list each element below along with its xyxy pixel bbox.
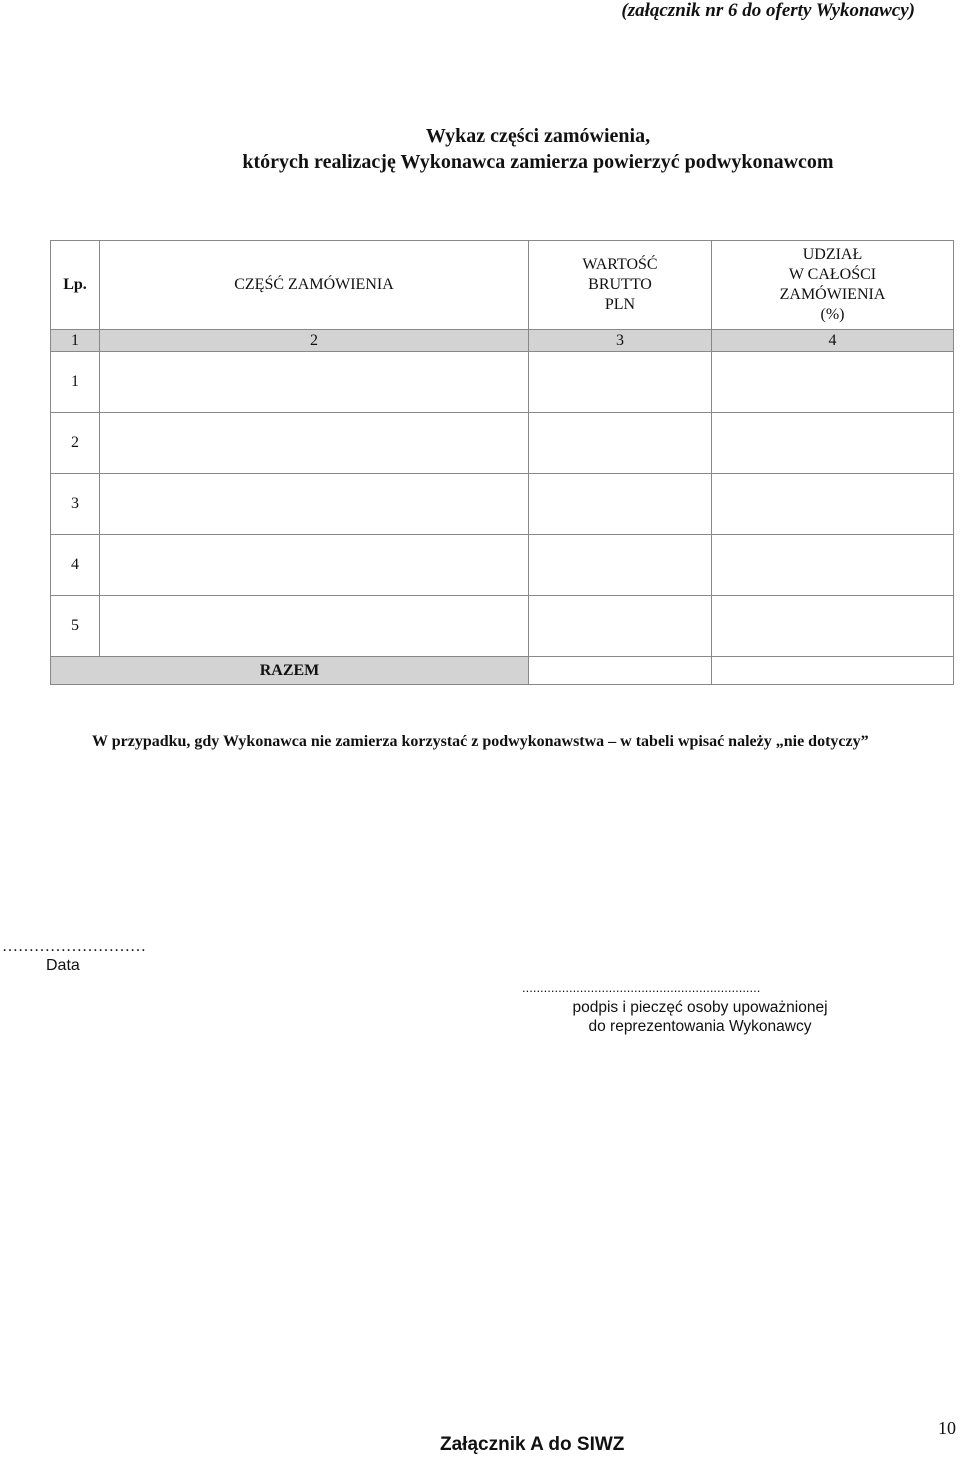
table-row <box>51 596 954 657</box>
row-value-cell[interactable] <box>529 535 712 596</box>
header-value <box>529 241 712 330</box>
header-share-line: ZAMÓWIENIA <box>779 286 886 303</box>
header-lp: Lp. <box>51 241 100 330</box>
row-lp: 1 <box>51 352 100 413</box>
row-part-cell[interactable] <box>100 474 529 535</box>
column-number-row <box>51 330 954 352</box>
document-title-line1: Wykaz części zamówienia, <box>425 125 651 147</box>
row-value-cell[interactable] <box>529 596 712 657</box>
date-dotted-line: ……………………… <box>2 938 146 955</box>
table-header-row <box>51 241 954 330</box>
header-value-line: PLN <box>604 296 636 313</box>
row-lp: 5 <box>51 596 100 657</box>
header-share-line: W CAŁOŚCI <box>788 266 877 283</box>
row-share-cell[interactable] <box>712 352 954 413</box>
table-row <box>51 474 954 535</box>
signature-caption <box>560 998 840 1036</box>
row-value-cell[interactable] <box>529 474 712 535</box>
header-part: CZĘŚĆ ZAMÓWIENIA <box>100 241 529 330</box>
footer-title: Załącznik A do SIWZ <box>440 1434 625 1455</box>
row-part-cell[interactable] <box>100 413 529 474</box>
table-row <box>51 413 954 474</box>
total-row <box>51 657 954 685</box>
row-share-cell[interactable] <box>712 596 954 657</box>
instruction-note: W przypadku, gdy Wykonawca nie zamierza korzystać z podwykonawstwa – w tabeli wpisać należy „nie dotyczy” <box>92 733 869 750</box>
signature-caption-line1: podpis i pieczęć osoby upoważnionej <box>572 999 828 1016</box>
row-lp: 3 <box>51 474 100 535</box>
row-share-cell[interactable] <box>712 474 954 535</box>
document-title <box>0 123 960 175</box>
total-value-cell[interactable] <box>529 657 712 685</box>
total-share-cell[interactable] <box>712 657 954 685</box>
signature-caption-line2: do reprezentowania Wykonawcy <box>588 1018 812 1035</box>
column-number: 2 <box>100 330 529 352</box>
table-row <box>51 535 954 596</box>
row-share-cell[interactable] <box>712 535 954 596</box>
signature-dotted-line: .................................................................. <box>522 980 761 995</box>
header-share-line: (%) <box>820 306 845 323</box>
row-part-cell[interactable] <box>100 352 529 413</box>
column-number: 1 <box>51 330 100 352</box>
header-share <box>712 241 954 330</box>
column-number: 4 <box>712 330 954 352</box>
header-value-line: BRUTTO <box>588 276 652 293</box>
document-title-line2: których realizację Wykonawca zamierza powierzyć podwykonawcom <box>242 151 834 173</box>
row-part-cell[interactable] <box>100 596 529 657</box>
row-part-cell[interactable] <box>100 535 529 596</box>
table-row <box>51 352 954 413</box>
total-label: RAZEM <box>51 657 529 685</box>
row-value-cell[interactable] <box>529 352 712 413</box>
column-number: 3 <box>529 330 712 352</box>
row-value-cell[interactable] <box>529 413 712 474</box>
row-lp: 4 <box>51 535 100 596</box>
row-lp: 2 <box>51 413 100 474</box>
row-share-cell[interactable] <box>712 413 954 474</box>
header-share-line: UDZIAŁ <box>802 246 863 263</box>
page-number: 10 <box>938 1418 956 1438</box>
header-value-line: WARTOŚĆ <box>582 256 658 273</box>
date-label: Data <box>46 957 80 974</box>
attachment-note: (załącznik nr 6 do oferty Wykonawcy) <box>621 0 915 21</box>
subcontractor-table <box>50 240 954 685</box>
